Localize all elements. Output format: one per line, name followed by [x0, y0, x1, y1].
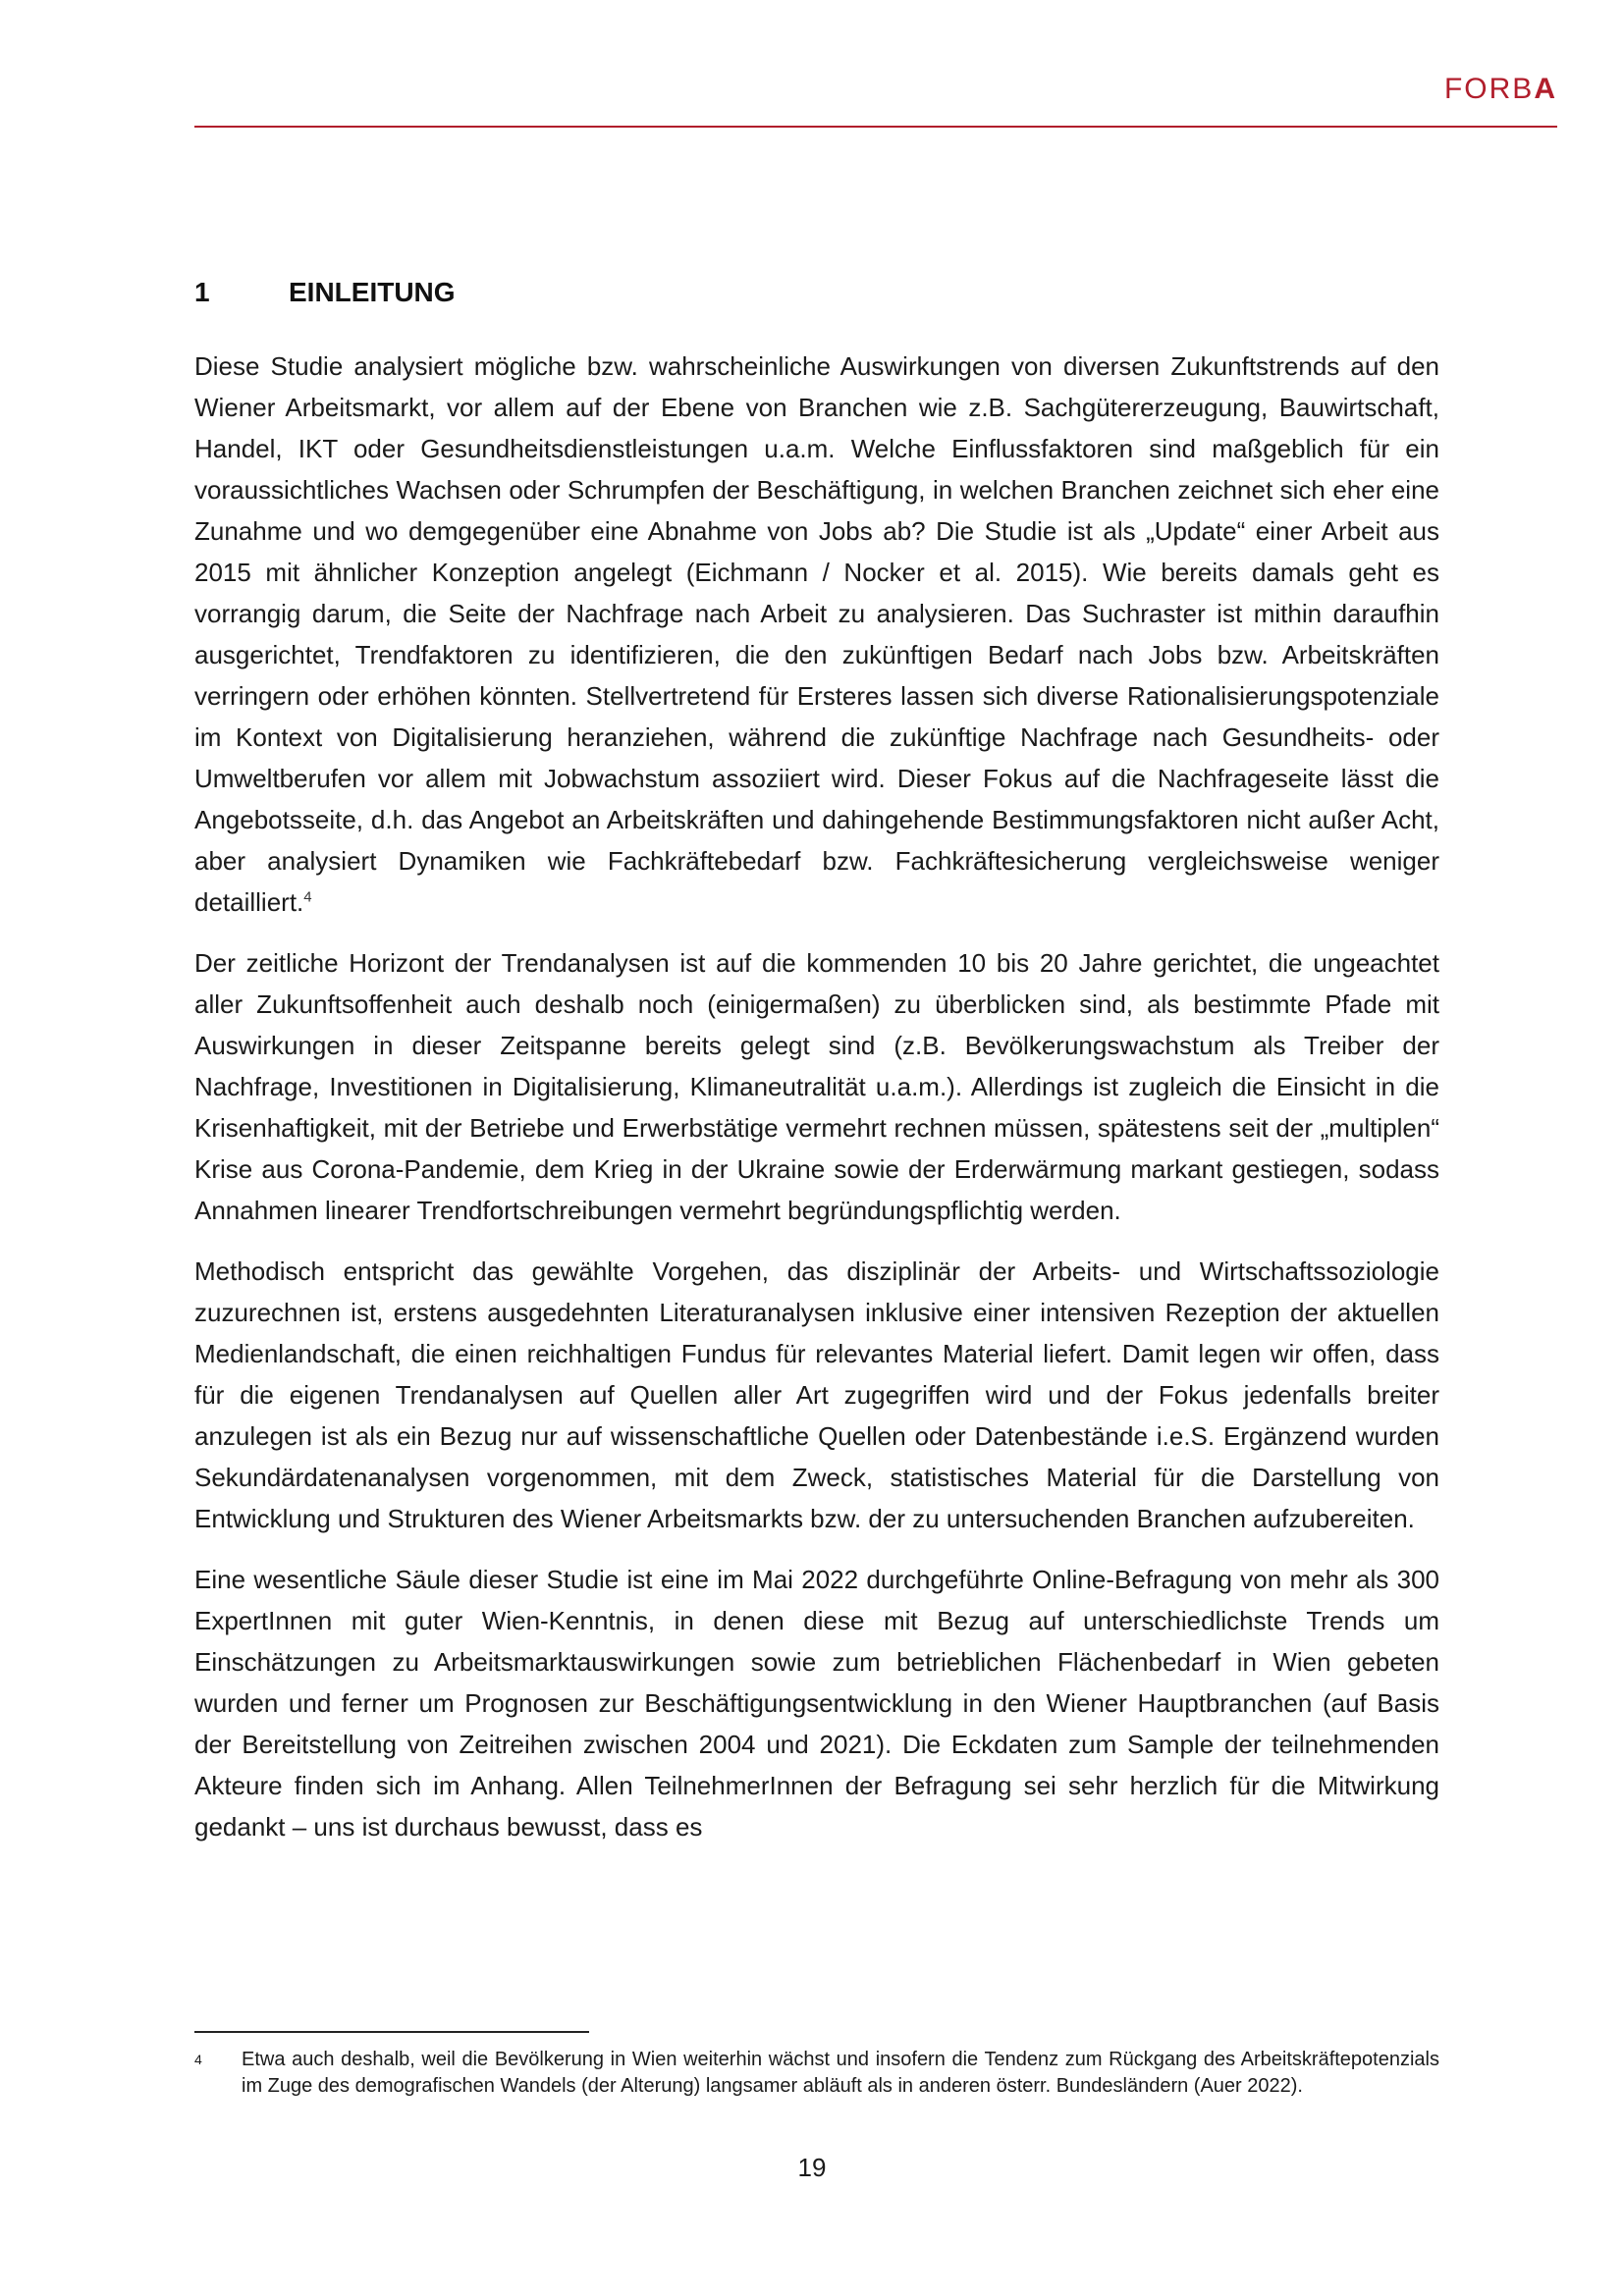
- logo-text: FORB: [1443, 73, 1535, 105]
- paragraph: Der zeitliche Horizont der Trendanalysen ist auf die kommenden 10 bis 20 Jahre gerichtet, die ungeachtet aller Zukunftsoffenheit auch deshalb noch (einigermaßen) zu überblicken sind, als bestimmte Pfade mit Auswirkungen in dieser Zeitspanne bereits gelegt sind (z.B. Bevölkerungswachstum als Treiber der Nachfrage, Investitionen in Digitalisierung, Klimaneutralität u.a.m.). Allerdings ist zugleich die Einsicht in die Krisenhaftigkeit, mit der Betriebe und Erwerbstätige vermehrt rechnen müssen, spätestens seit der „multiplen“ Krise aus Corona-Pandemie, dem Krieg in der Ukraine sowie der Erderwärmung markant gestiegen, sodass Annahmen linearer Trendfortschreibungen vermehrt begründungspflichtig werden.: [194, 948, 1439, 1225]
- page-number: 19: [797, 2153, 827, 2182]
- paragraph-text: Diese Studie analysiert mögliche bzw. wahrscheinliche Auswirkungen von diversen Zukunftstrends auf den Wiener Arbeitsmarkt, vor allem auf der Ebene von Branchen wie z.B. Sachgütererzeugung, Bauwirtschaft, Handel, IKT oder Gesundheitsdienstleistungen u.a.m. Welche Einflussfaktoren sind maßgeblich für ein voraussichtliches Wachsen oder Schrumpfen der Beschäftigung, in welchen Branchen zeichnet sich eher eine Zunahme und wo demgegenüber eine Abnahme von Jobs ab? Die Studie ist als „Update“ einer Arbeit aus 2015 mit ähnlicher Konzeption angelegt (Eichmann / Nocker et al. 2015). Wie bereits damals geht es vorrangig darum, die Seite der Nachfrage nach Arbeit zu analysieren. Das Suchraster ist mithin daraufhin ausgerichtet, Trendfaktoren zu identifizieren, die den zukünftigen Bedarf nach Jobs bzw. Arbeitskräften verringern oder erhöhen könnten. Stellvertretend für Ersteres lassen sich diverse Rationalisierungspotenziale im Kontext von Digitalisierung heranziehen, während die zukünftige Nachfrage nach Gesundheits- oder Umweltberufen vor allem mit Jobwachstum assoziiert wird. Dieser Fokus auf die Nachfrageseite lässt die Angebotsseite, d.h. das Angebot an Arbeitskräften und dahingehende Bestimmungsfaktoren nicht außer Acht, aber analysiert Dynamiken wie Fachkräftebedarf bzw. Fachkräftesicherung vergleichsweise weniger detailliert.: [194, 351, 1439, 917]
- paragraph: Eine wesentliche Säule dieser Studie ist eine im Mai 2022 durchgeführte Online-Befragung von mehr als 300 ExpertInnen mit guter Wien-Kenntnis, in denen diese mit Bezug auf unterschiedlichste Trends um Einschätzungen zu Arbeitsmarktauswirkungen sowie zum betrieblichen Flächenbedarf in Wien gebeten wurden und ferner um Prognosen zur Beschäftigungsentwicklung in den Wiener Hauptbranchen (auf Basis der Bereitstellung von Zeitreihen zwischen 2004 und 2021). Die Eckdaten zum Sample der teilnehmenden Akteure finden sich im Anhang. Allen TeilnehmerInnen der Befragung sei sehr herzlich für die Mitwirkung gedankt – uns ist durchaus bewusst, dass es: [194, 1565, 1439, 1842]
- header-rule: [194, 126, 1557, 128]
- footnote-text: Etwa auch deshalb, weil die Bevölkerung in Wien weiterhin wächst und insofern die Tendenz zum Rückgang des Arbeitskräftepotenzials im Zuge des demografischen Wandels (der Alterung) langsamer abläuft als in anderen österr. Bundesländern (Auer 2022).: [242, 2049, 1439, 2097]
- forba-logo: [1444, 73, 1557, 106]
- chapter-number: 1: [194, 276, 210, 307]
- footnote-reference[interactable]: 4: [303, 888, 312, 906]
- footnote-separator: [194, 2031, 589, 2033]
- logo-accent: A: [1534, 73, 1557, 105]
- paragraph: [194, 346, 1439, 923]
- footnote-number: 4: [194, 2052, 202, 2067]
- footnote: [194, 2047, 1439, 2100]
- body-text: [194, 346, 1439, 1867]
- chapter-heading: [194, 277, 456, 308]
- paragraph: Methodisch entspricht das gewählte Vorgehen, das disziplinär der Arbeits- und Wirtschaftssoziologie zuzurechnen ist, erstens ausgedehnten Literaturanalysen inklusive einer intensiven Rezeption der aktuellen Medienlandschaft, die einen reichhaltigen Fundus für relevantes Material liefert. Damit legen wir offen, dass für die eigenen Trendanalysen auf Quellen aller Art zugegriffen wird und der Fokus jedenfalls breiter anzulegen ist als ein Bezug nur auf wissenschaftliche Quellen oder Datenbestände i.e.S. Ergänzend wurden Sekundärdatenanalysen vorgenommen, mit dem Zweck, statistisches Material für die Darstellung von Entwicklung und Strukturen des Wiener Arbeitsmarkts bzw. der zu untersuchenden Branchen aufzubereiten.: [194, 1256, 1439, 1533]
- chapter-title: EINLEITUNG: [289, 276, 456, 307]
